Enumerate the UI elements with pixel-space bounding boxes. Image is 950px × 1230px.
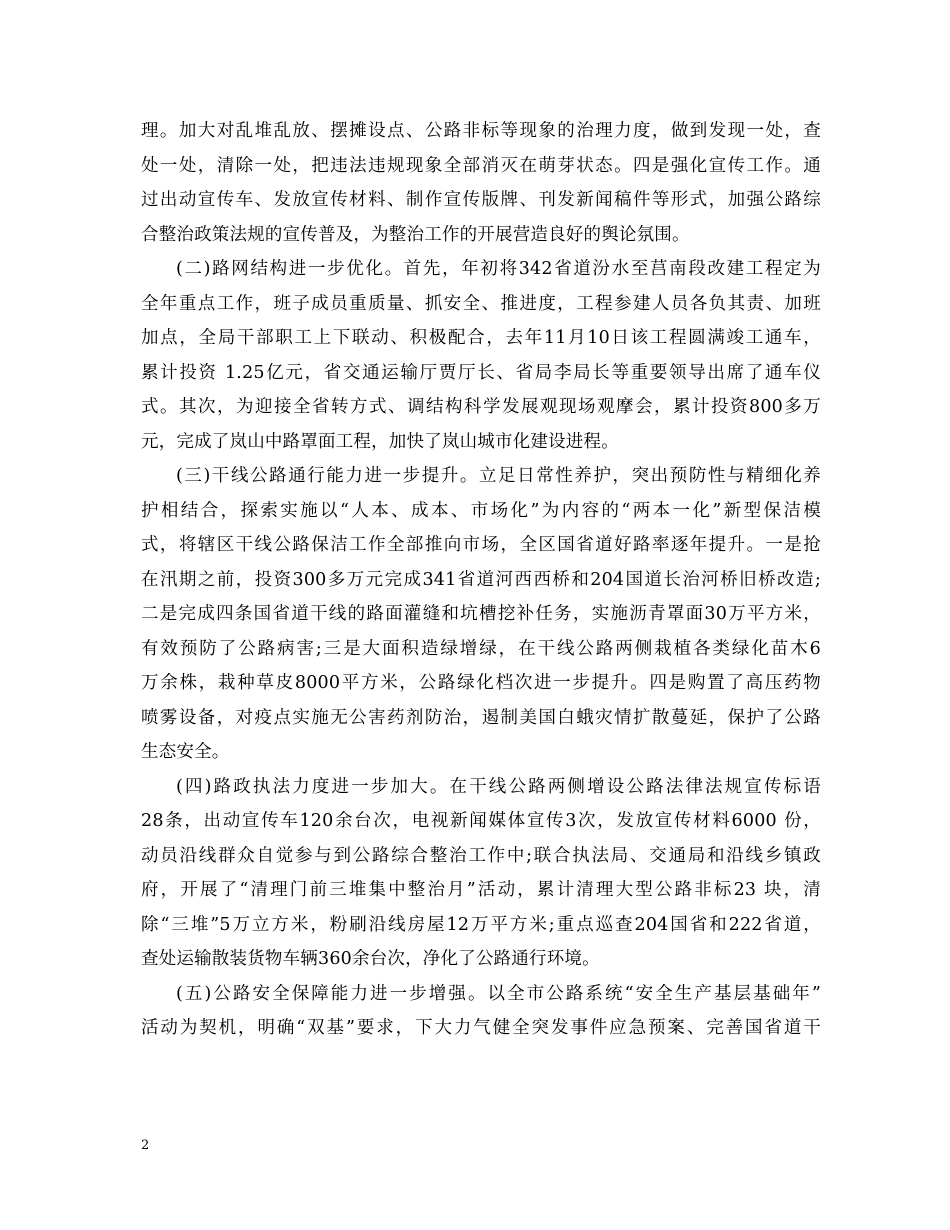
page-number: 2 <box>141 1138 150 1153</box>
text-line: 式，将辖区干线公路保洁工作全部推向市场，全区国省道好路率逐年提升。一是抢 <box>141 535 821 555</box>
paragraph-heading-4: (四)路政执法力度进一步加大。在干线公路两侧增设公路法律法规宣传标语 <box>176 776 821 797</box>
text-line: 元，完成了岚山中路罩面工程，加快了岚山城市化建设进程。 <box>141 431 619 452</box>
text-line: 万余株，栽种草皮8000平方米，公路绿化档次进一步提升。四是购置了高压药物 <box>141 673 821 693</box>
text-line: 全年重点工作，班子成员重质量、抓安全、推进度，工程参建人员各负其责、加班 <box>141 293 821 314</box>
text-line: 过出动宣传车、发放宣传材料、制作宣传版牌、刊发新闻稿件等形式，加强公路综 <box>141 190 821 210</box>
text-line: 活动为契机，明确“双基”要求，下大力气健全突发事件应急预案、完善国省道干 <box>141 1018 821 1038</box>
text-line: 生态安全。 <box>141 742 230 762</box>
paragraph-heading-3: (三)干线公路通行能力进一步提升。立足日常性养护，突出预防性与精细化养 <box>176 466 821 486</box>
paragraph-heading-2: (二)路网结构进一步优化。首先，年初将342省道汾水至莒南段改建工程定为 <box>176 259 821 279</box>
text-line: 28条，出动宣传车120余台次，电视新闻媒体宣传3次，发放宣传材料6000 份， <box>141 811 821 831</box>
text-line: 有效预防了公路病害;三是大面积造绿增绿，在干线公路两侧栽植各类绿化苗木6 <box>141 638 821 659</box>
text-line: 二是完成四条国省道干线的路面灌缝和坑槽挖补任务，实施沥青罩面30万平方米， <box>141 604 821 624</box>
text-line: 合整治政策法规的宣传普及，为整治工作的开展营造良好的舆论氛围。 <box>141 224 690 245</box>
body-text <box>141 114 821 1046</box>
text-line: 加点，全局干部职工上下联动、积极配合，去年11月10日该工程圆满竣工通车， <box>141 328 821 348</box>
text-line: 处一处，清除一处，把违法违规现象全部消灭在萌芽状态。四是强化宣传工作。通 <box>141 155 821 176</box>
text-line: 动员沿线群众自觉参与到公路综合整治工作中;联合执法局、交通局和沿线乡镇政 <box>141 845 821 866</box>
text-line: 府，开展了“清理门前三堆集中整治月”活动，累计清理大型公路非标23 块，清 <box>141 880 821 900</box>
text-line: 理。加大对乱堆乱放、摆摊设点、公路非标等现象的治理力度，做到发现一处，查 <box>141 121 821 141</box>
text-line: 在汛期之前，投资300多万元完成341省道河西西桥和204国道长治河桥旧桥改造; <box>141 569 821 590</box>
text-line: 除“三堆”5万立方米，粉刷沿线房屋12万平方米;重点巡查204国省和222省道， <box>141 914 821 935</box>
text-line: 累计投资 1.25亿元，省交通运输厅贾厅长、省局李局长等重要领导出席了通车仪 <box>141 362 821 383</box>
text-line: 喷雾设备，对疫点实施无公害药剂防治，遏制美国白蛾灾情扩散蔓延，保护了公路 <box>141 707 821 728</box>
text-line: 式。其次，为迎接全省转方式、调结构科学发展观现场观摩会，累计投资800多万 <box>141 397 821 417</box>
text-line: 护相结合，探索实施以“人本、成本、市场化”为内容的“两本一化”新型保洁模 <box>141 500 821 521</box>
text-line: 查处运输散装货物车辆360余台次，净化了公路通行环境。 <box>141 949 600 969</box>
paragraph-heading-5: (五)公路安全保障能力进一步增强。以全市公路系统“安全生产基层基础年” <box>176 983 821 1004</box>
